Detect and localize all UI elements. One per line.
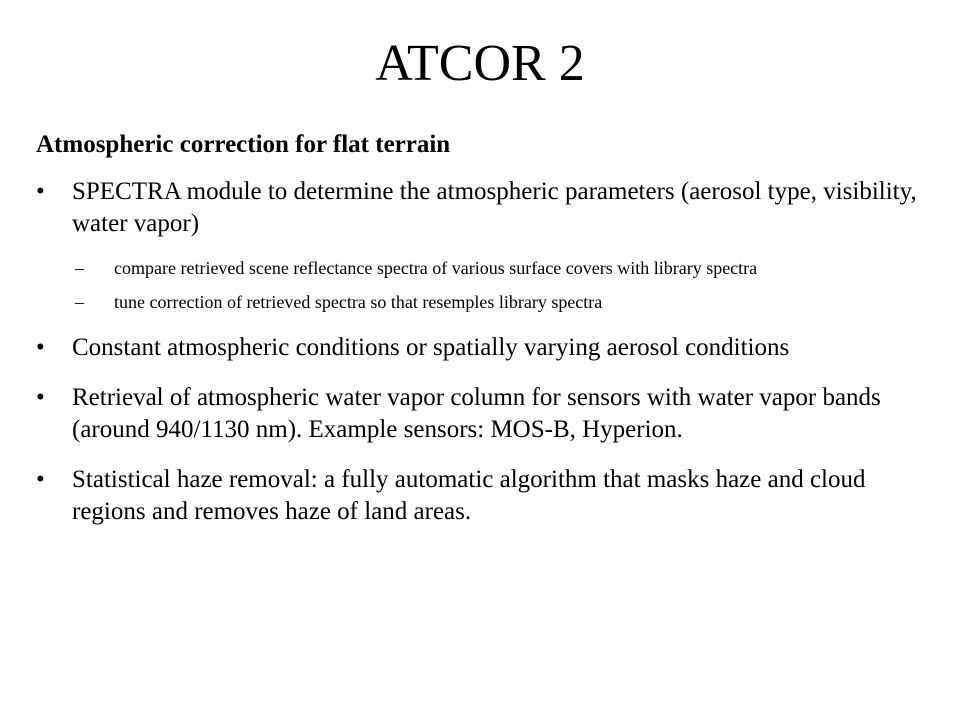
bullet-text: Retrieval of atmospheric water vapor column for sensors with water vapor bands (around 940/1130 nm). Example sensors: MOS-B, Hyperion. [72,384,881,443]
bullet-item-haze-removal [36,464,936,528]
sub-bullet-item-tune [72,290,936,314]
sub-bullet-list [72,256,936,314]
bullet-item-constant-conditions [36,332,936,364]
slide-title: ATCOR 2 [375,35,585,92]
bullet-item-water-vapor [36,382,936,446]
bullet-mark: • [36,384,45,411]
sub-bullet-item-compare [72,256,936,280]
bullet-mark: • [36,178,45,205]
sub-bullet-text: tune correction of retrieved spectra so that resemples library spectra [114,292,603,312]
sub-bullet-text: compare retrieved scene reflectance spectra of various surface covers with library spectra [114,258,758,278]
bullet-text: SPECTRA module to determine the atmospheric parameters (aerosol type, visibility, water vapor) [72,178,917,237]
bullet-text: Constant atmospheric conditions or spatially varying aerosol conditions [72,334,790,361]
bullet-list [36,176,936,528]
bullet-mark: • [36,466,45,493]
slide-subtitle: Atmospheric correction for flat terrain [36,131,451,158]
bullet-text: Statistical haze removal: a fully automatic algorithm that masks haze and cloud regions and removes haze of land areas. [72,466,866,525]
dash-mark: – [75,292,84,312]
bullet-item-spectra [36,176,936,314]
dash-mark: – [75,258,84,278]
bullet-mark: • [36,334,45,361]
